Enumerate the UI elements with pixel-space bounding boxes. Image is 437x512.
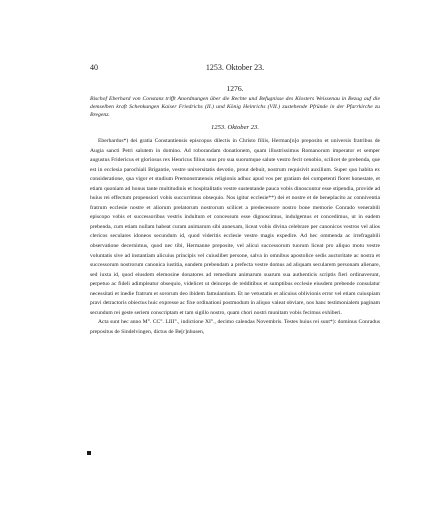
margin-mark [87, 451, 91, 455]
document-summary: Bischof Eberhard von Constanz trifft Anordnungen über die Rechte und Befugnisse des Klosters Weissenau in Bezug auf die demselben kraft Schenkungen Kaiser Friedrichs (II.) und König Heinrichs (VII.) zustehende Pfründe in der Pfarrkirche zu Bregenz. [90, 96, 380, 118]
page-header [90, 63, 380, 73]
body-paragraph: Eberhardus*) dei gratia Constantiensis episcopus dilectis in Christo filiis, Herman[n]o preposito et universis fratribus de Augia sancti Petri salutem in domino. Ad roborandam donationem, quam illustrissimus Romanorum imperator et semper augustus Fridericus et gloriosus rex Henricus filius suus pro sua suorumque salute vestro fecit cenobio, scilicet de prebenda, que est in ecclesia parochiali Brigantie, vestre universitatis devotio, prout debuit, nostrum requisivit auxilium. Super quo habita ex consideratione, qua vigor et studium Premonstratensis religionis adhuc apud vos per gratiam dei competenti floret honestate, et etiam quoniam ad honus tante multitudinis et hospitalitatis vestre sustentande pauca vobis dinoscuntur esse stipendia, provide ad huius rei effectum propensiori vobis succurrimus obsequio. Nos igitur ecclesie**) dei et nostre et de beneplacito ac conniventia fratrum ecclesie nostre et aliorum prelatorum nostrorum scilicet a predecessore nostro bone memorie Conrado venerabili episcopo vobis et successoribus vestris indultum et concessum esse dignoscimus, indulgemus et concedimus, ut in eadem prebenda, cum etiam nullam habeat curam animarum sibi annexam, liceat vobis divina celebrare per canonicos vestros vel alios clericos seculares idoneos secundum id, quod videritis ecclesie vestre magis expedire. Ad hec ommenda ac irrefragabili observatione decernimus, quod nec tibi, Hermanne preposite, vel alicui successorum tuorum liceat pro aliquo motu vestre voluntatis sive ad instantiam alicuius principis vel cuiuslibet persone, salva in omnibus apostolice sedis auctoritate ac nostra et successorum nostrorum canonica iustitia, eandem prebendam a prefecta vestre domus ad aliquam secularem personam alienare, sed iuxta id, quod eiusdem elemosine donatores ad remedium animarum suarum sua authenticis scriptis fieri ordinaverunt, perpetuo ac fideli adimpleatur obsequio, videlicet ut deinceps de redditibus et sumptibus ecclesie eiusdem prebende consulatur necessitati et inedie fratrum et sororum deo ibidem famulantium. Et ne vetustatis et alicuius oblivionis error vel etiam cuiuspiam pravi detractoris obiectus huic expresse ac fixe ordinationi postmodum in aliquo valeat obviare, nos hanc testimonialem paginam secundum rei geste seriem conscriptam et tam sigillo nostro, quam chori nostri munitam vobis fecimus exhiberi. [90, 138, 380, 316]
running-title: 1253. Oktober 23. [205, 63, 265, 72]
document-date: 1253. Oktober 23. [211, 124, 259, 131]
page-number: 40 [90, 63, 98, 72]
document-number: 1276. [226, 84, 244, 93]
body-paragraph: Acta sunt hec anno M°. CC°. LIII°., indictione XI°., decimo calendas Novembris. Testes huius rei sunt*): dominus Conradus prepositus de Sindelvingen, dictus de Be[r]nhusen, [90, 319, 380, 335]
document-body [90, 137, 380, 337]
